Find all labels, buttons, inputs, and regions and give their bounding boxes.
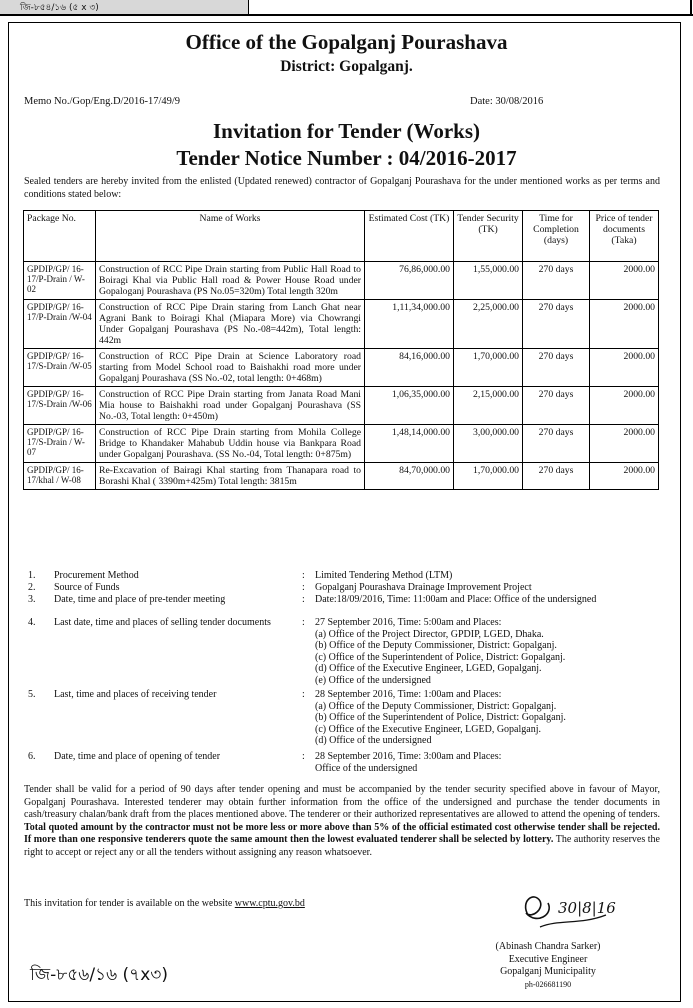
estimated-cost: 76,86,000.00 (365, 262, 454, 300)
table-row (24, 300, 659, 349)
document-price: 2000.00 (590, 349, 659, 387)
tender-security: 3,00,000.00 (454, 425, 523, 463)
header-document-price: Price of tender documents (Taka) (590, 211, 659, 262)
signature-mark (510, 885, 620, 945)
table-row (24, 463, 659, 490)
work-name: Construction of RCC Pipe Drain at Science Laboratory road starting from Model School road to Baishakhi road more under Gopalganj Pourashava (SS No.-02, total length: 0+468m) (96, 349, 365, 387)
condition-label: Procurement Method (54, 570, 139, 581)
previous-clipping-strip (0, 0, 693, 16)
tender-notice-number: Tender Notice Number : 04/2016-2017 (176, 146, 517, 170)
signature-block (438, 941, 658, 991)
table-row (24, 262, 659, 300)
table-header-row (24, 211, 659, 262)
estimated-cost: 1,11,34,000.00 (365, 300, 454, 349)
work-name: Construction of RCC Pipe Drain starting from Janata Road Mani Mia house to Baishakhi road under Gopalganj Pourashava (SS No.-03, Total length: 0+450m) (96, 387, 365, 425)
terms-paragraph: Tender shall be valid for a period of 90 days after tender opening and must be accompanied by the tender security specified above in favour of Mayor, Gopalganj Pourashava. Interested tenderer may obtain further information from the office of the undersigned and purchase the tender documents in cash/treasury chalan/bank draft from the places mentioned above. The tenderer or their authorized representatives are allowed to attend the opening of tenders. Total quoted amount by the contractor must not be more less or more above than 5% of the official estimated cost otherwise tender shall be rejected. If more than one responsive tenderers quote the same amount then the lowest evaluated tenderer shall be selected by lottery. The authority reserves the right to accept or reject any or all the tenders without assigning any reason whatsoever. (24, 784, 660, 858)
tender-security: 1,55,000.00 (454, 262, 523, 300)
condition-label: Last, time and places of receiving tender (54, 689, 217, 700)
work-name: Construction of RCC Pipe Drain starting from Public Hall Road to Boiragi Khal via Public Hall road & Power House Road under Gopaloganj Pourashava (PS No.05=320m) Total length 320m (96, 262, 365, 300)
header-estimated-cost: Estimated Cost (TK) (365, 211, 454, 262)
condition-label: Date, time and place of pre-tender meeting (54, 594, 226, 605)
completion-days: 270 days (523, 349, 590, 387)
package-no: GPDIP/GP/ 16-17/S-Drain /W-06 (24, 387, 96, 425)
signatory-name: (Abinash Chandra Sarker) (495, 941, 601, 952)
completion-days: 270 days (523, 425, 590, 463)
condition-label: Last date, time and places of selling tender documents (54, 617, 271, 628)
condition-value: Gopalganj Pourashava Drainage Improvement Project (315, 582, 532, 593)
condition-number: 1. (28, 570, 36, 581)
district-title: District: Gopalganj. (280, 58, 413, 75)
terms-bold-clause: Total quoted amount by the contractor must not be more less or more above than 5% of the official estimated cost otherwise tender shall be rejected. If more than one responsive tenderers quote the same amount then the lowest evaluated tenderer shall be selected by lottery. (24, 821, 660, 846)
condition-value: 28 September 2016, Time: 1:00am and Places: (a) Office of the Deputy Commissioner, District: Gopalganj. (b) Office of the Superintendent of Police, District: Gopalganj. (c) Office of the Executive Engineer, LGED, Gopalganj. (d) Office of the undersigned (315, 689, 566, 746)
works-table (23, 210, 659, 490)
condition-value: Date:18/09/2016, Time: 11:00am and Place: Office of the undersigned (315, 594, 597, 605)
package-no: GPDIP/GP/ 16-17/khal / W-08 (24, 463, 96, 490)
work-name: Re-Excavation of Bairagi Khal starting from Thanapara road to Borashi Khal ( 3390m+425m) Total length: 3815m (96, 463, 365, 490)
condition-value: 27 September 2016, Time: 5:00am and Places: (a) Office of the Project Director, GPDIP, LGED, Dhaka. (b) Office of the Deputy Commissioner, District: Gopalganj. (c) Office of the Superintendent of Police, District: Gopalganj. (d) Office of the Executive Engineer, LGED, Gopalganj. (e) Office of the undersigned (315, 617, 566, 686)
signatory-phone: ph-026681190 (524, 979, 572, 989)
table-row (24, 349, 659, 387)
table-row (24, 425, 659, 463)
work-name: Construction of RCC Pipe Drain starting from Mohila College Bridge to Khandaker Mahabub Uddin house via Bankpara Road under Gopalganj Pourashava. (SS No.-04, Total length: 0+875m) (96, 425, 365, 463)
tender-security: 2,15,000.00 (454, 387, 523, 425)
condition-value: 28 September 2016, Time: 3:00am and Places: Office of the undersigned (315, 751, 502, 774)
condition-number: 6. (28, 751, 36, 762)
condition-value: Limited Tendering Method (LTM) (315, 570, 453, 581)
header-package: Package No. (24, 211, 96, 262)
table-row (24, 387, 659, 425)
previous-clipping-code: জি-৮৫৪/১৬ (৫ x ৩) (20, 3, 99, 13)
work-name: Construction of RCC Pipe Drain staring from Lanch Ghat near Agrani Bank to Boiragi Khal (Miapara More) via Chowrangi Under Gopalganj Pourashava (PS No.-08=442m), Total length: 442m (96, 300, 365, 349)
header-tender-security: Tender Security (TK) (454, 211, 523, 262)
estimated-cost: 84,70,000.00 (365, 463, 454, 490)
tender-security: 2,25,000.00 (454, 300, 523, 349)
header-completion-time: Time for Completion (days) (523, 211, 590, 262)
memo-number: Memo No./Gop/Eng.D/2016-17/49/9 (24, 96, 181, 107)
completion-days: 270 days (523, 463, 590, 490)
estimated-cost: 1,48,14,000.00 (365, 425, 454, 463)
condition-label: Date, time and place of opening of tender (54, 751, 221, 762)
signatory-organization: Gopalganj Municipality (500, 966, 596, 977)
header-works: Name of Works (96, 211, 365, 262)
document-price: 2000.00 (590, 300, 659, 349)
estimated-cost: 1,06,35,000.00 (365, 387, 454, 425)
condition-label: Source of Funds (54, 582, 120, 593)
package-no: GPDIP/GP/ 16-17/S-Drain / W-07 (24, 425, 96, 463)
completion-days: 270 days (523, 300, 590, 349)
signature-date: 30|8|16 (558, 899, 616, 917)
intro-text: Sealed tenders are hereby invited from the enlisted (Updated renewed) contractor of Gopalganj Pourashava for the under mentioned works as per terms and conditions stated below: (24, 176, 660, 200)
website-link[interactable]: www.cptu.gov.bd (234, 898, 305, 909)
estimated-cost: 84,16,000.00 (365, 349, 454, 387)
document-price: 2000.00 (590, 463, 659, 490)
condition-number: 2. (28, 582, 36, 593)
completion-days: 270 days (523, 262, 590, 300)
package-no: GPDIP/GP/ 16-17/P-Drain /W-04 (24, 300, 96, 349)
invitation-title: Invitation for Tender (Works) (212, 119, 480, 143)
document-price: 2000.00 (590, 387, 659, 425)
package-no: GPDIP/GP/ 16-17/P-Drain / W-02 (24, 262, 96, 300)
notice-date: Date: 30/08/2016 (470, 96, 544, 107)
document-price: 2000.00 (590, 425, 659, 463)
condition-number: 5. (28, 689, 36, 700)
document-price: 2000.00 (590, 262, 659, 300)
condition-number: 3. (28, 594, 36, 605)
office-title: Office of the Gopalganj Pourashava (185, 30, 508, 54)
condition-number: 4. (28, 617, 36, 628)
completion-days: 270 days (523, 387, 590, 425)
tender-security: 1,70,000.00 (454, 463, 523, 490)
website-line: This invitation for tender is available on the website www.cptu.gov.bd (24, 898, 305, 909)
footer-code: জি-৮৫৬/১৬ (৭x৩) (30, 965, 168, 985)
package-no: GPDIP/GP/ 16-17/S-Drain /W-05 (24, 349, 96, 387)
signatory-designation: Executive Engineer (508, 953, 588, 965)
tender-security: 1,70,000.00 (454, 349, 523, 387)
